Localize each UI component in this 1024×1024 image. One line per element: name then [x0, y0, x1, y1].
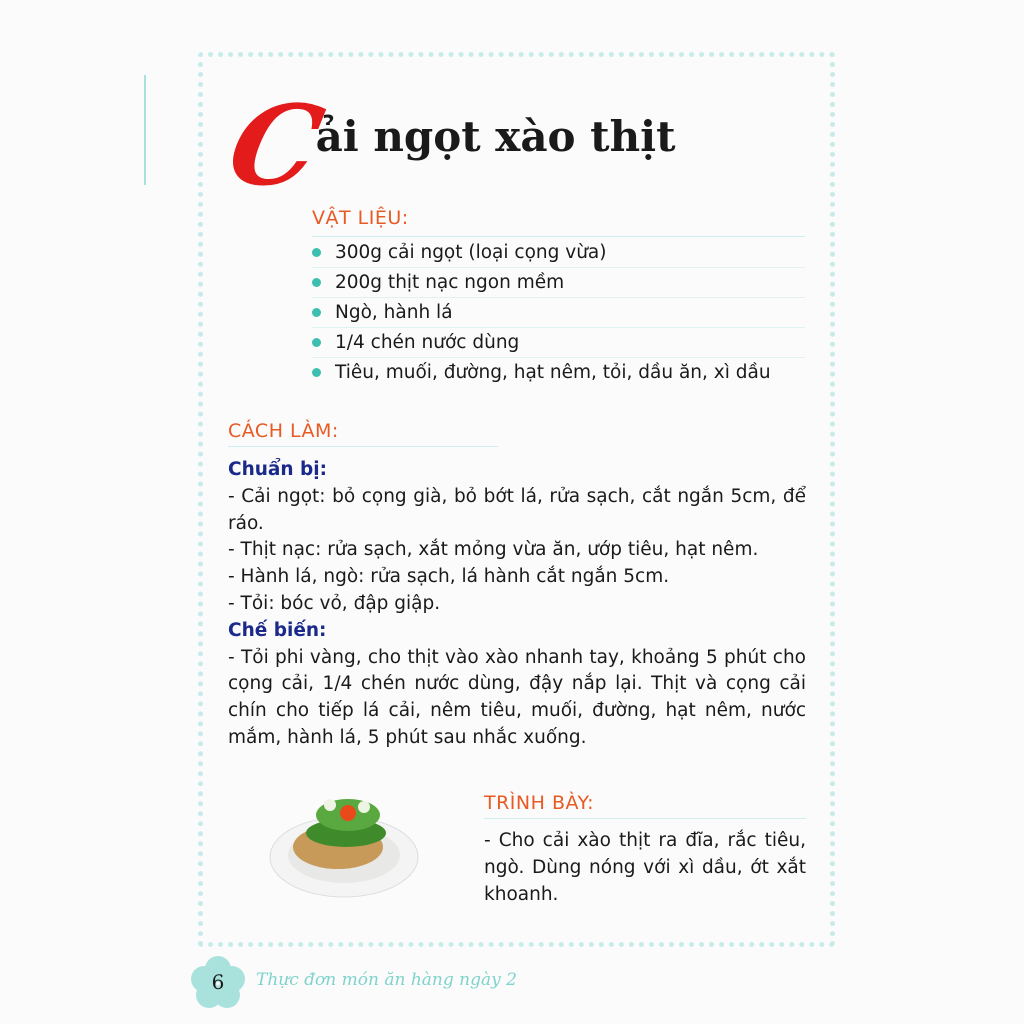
- bullet-icon: [312, 368, 321, 377]
- method-heading: CÁCH LÀM:: [228, 420, 339, 442]
- divider: [312, 236, 805, 237]
- prep-title: Chuẩn bị:: [228, 459, 327, 480]
- divider: [228, 446, 498, 447]
- ingredient: Tiêu, muối, đường, hạt nêm, tỏi, dầu ăn, xì dầu: [335, 362, 771, 383]
- book-title: Thực đơn món ăn hàng ngày 2: [256, 970, 517, 990]
- ingredients-heading: VẬT LIỆU:: [312, 207, 409, 229]
- cook-title: Chế biến:: [228, 619, 327, 641]
- presentation-heading: TRÌNH BÀY:: [484, 792, 594, 814]
- page-edge: [144, 75, 146, 185]
- method-body: [228, 457, 806, 752]
- page-number: 6: [211, 970, 225, 994]
- ingredient: Ngò, hành lá: [335, 302, 453, 323]
- list-item: [312, 268, 805, 298]
- title-initial: C: [218, 81, 334, 210]
- dish-photo: [268, 775, 420, 900]
- list-item: [312, 328, 805, 358]
- title-text: ải ngọt xào thịt: [315, 112, 676, 161]
- bullet-icon: [312, 308, 321, 317]
- prep-step: - Hành lá, ngò: rửa sạch, lá hành cắt ngắn 5cm.: [228, 566, 670, 588]
- ingredients-list: [312, 238, 805, 387]
- cook-step: - Tỏi phi vàng, cho thịt vào xào nhanh tay, khoảng 5 phút cho cọng cải, 1/4 chén nước dùng, đậy nắp lại. Thịt và cọng cải chín cho tiếp lá cải, nêm tiêu, muối, đường, hạt nêm, nước mắm, hành lá, 5 phút sau nhắc xuống.: [228, 646, 806, 748]
- list-item: [312, 358, 805, 387]
- bullet-icon: [312, 278, 321, 287]
- presentation-text: - Cho cải xào thịt ra đĩa, rắc tiêu, ngò. Dùng nóng với xì dầu, ớt xắt khoanh.: [484, 830, 806, 905]
- ingredient: 300g cải ngọt (loại cọng vừa): [335, 242, 607, 263]
- recipe-title: [218, 81, 676, 210]
- prep-step: - Tỏi: bóc vỏ, đập giập.: [228, 592, 441, 614]
- ingredient: 200g thịt nạc ngon mềm: [335, 272, 565, 293]
- prep-step: - Thịt nạc: rửa sạch, xắt mỏng vừa ăn, ướp tiêu, hạt nêm.: [228, 539, 759, 561]
- bullet-icon: [312, 338, 321, 347]
- bullet-icon: [312, 248, 321, 257]
- ingredient: 1/4 chén nước dùng: [335, 332, 520, 353]
- divider: [484, 818, 806, 819]
- list-item: [312, 238, 805, 268]
- list-item: [312, 298, 805, 328]
- prep-step: - Cải ngọt: bỏ cọng già, bỏ bớt lá, rửa sạch, cắt ngắn 5cm, để ráo.: [228, 485, 806, 534]
